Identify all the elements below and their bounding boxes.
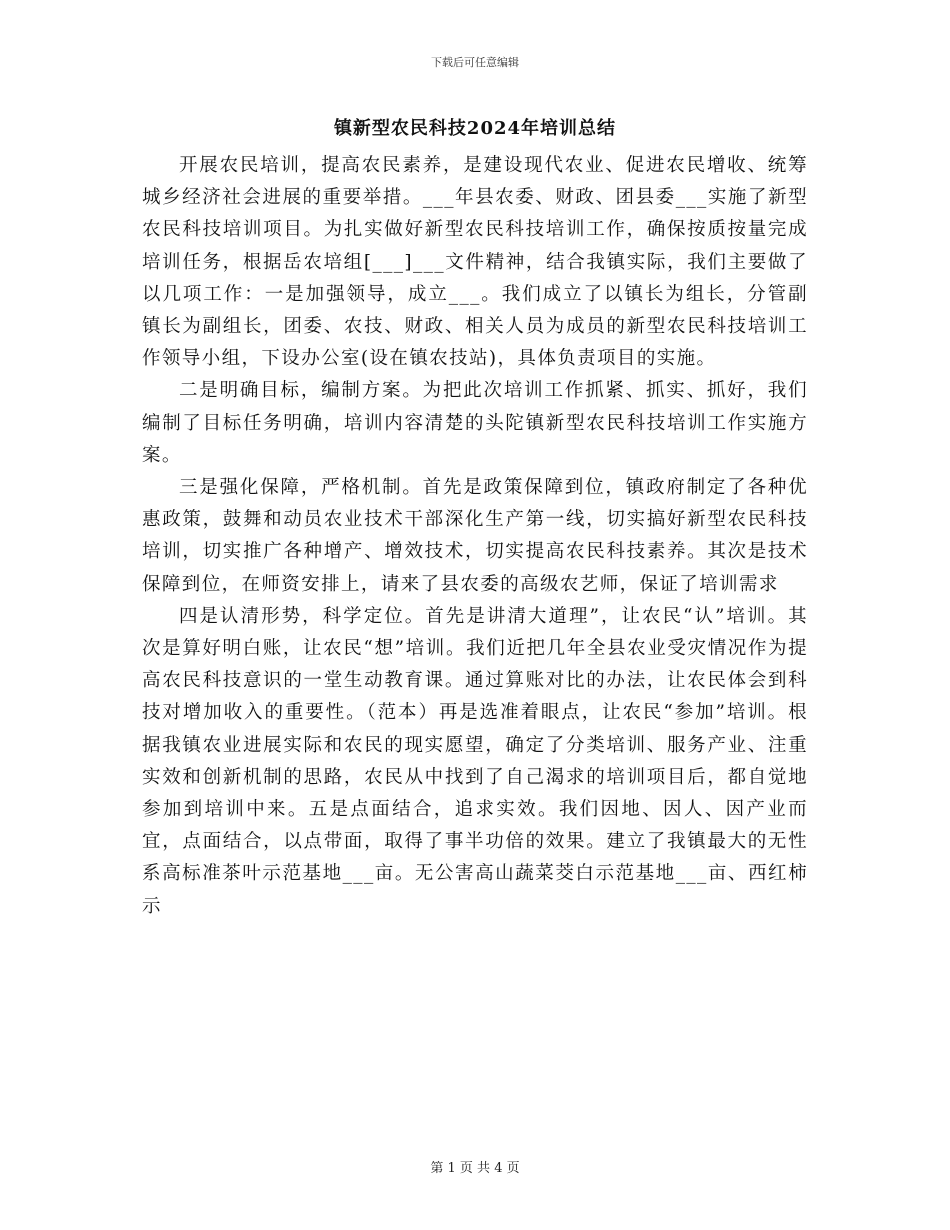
document-title: 镇新型农民科技2024年培训总结: [333, 118, 617, 139]
paragraph-4: 四是认清形势，科学定位。首先是讲清大道理”，让农民“认”培训。其次是算好明白账，让农民“想”培训。我们近把几年全县农业受灾情况作为提高农民科技意识的一堂生动教育课。通过算账对比的办法，让农民体会到科技对增加收入的重要性。（范本）再是选准着眼点，让农民“参加”培训。根据我镇农业进展实际和农民的现实愿望，确定了分类培训、服务产业、注重实效和创新机制的思路，农民从中找到了自己渴求的培训项目后，都自觉地参加到培训中来。五是点面结合，追求实效。我们因地、因人、因产业而宜，点面结合，以点带面，取得了事半功倍的效果。建立了我镇最大的无性系高标准茶叶示范基地___亩。无公害高山蔬菜茭白示范基地___亩、西红柿示: [142, 605, 808, 917]
paragraph-1: 开展农民培训，提高农民素养，是建设现代农业、促进农民增收、统筹城乡经济社会进展的重要举措。___年县农委、财政、团县委___实施了新型农民科技培训项目。为扎实做好新型农民科技培训工作，确保按质按量完成培训任务，根据岳农培组[___]___文件精神，结合我镇实际，我们主要做了以几项工作：一是加强领导，成立___。我们成立了以镇长为组长，分管副镇长为副组长，团委、农技、财政、相关人员为成员的新型农民科技培训工作领导小组，下设办公室(设在镇农技站)，具体负责项目的实施。: [142, 155, 808, 370]
document-body: [142, 150, 808, 923]
paragraph-2: 二是明确目标，编制方案。为把此次培训工作抓紧、抓实、抓好，我们编制了目标任务明确，培训内容清楚的头陀镇新型农民科技培训工作实施方案。: [142, 380, 808, 466]
page-number: 第 1 页 共 4 页: [430, 1161, 520, 1176]
page-header-note: 下载后可任意编辑: [431, 56, 519, 69]
paragraph-3: 三是强化保障，严格机制。首先是政策保障到位，镇政府制定了各种优惠政策，鼓舞和动员农业技术干部深化生产第一线，切实搞好新型农民科技培训，切实推广各种增产、增效技术，切实提高农民科技素养。其次是技术保障到位，在师资安排上，请来了县农委的高级农艺师，保证了培训需求: [142, 477, 808, 595]
